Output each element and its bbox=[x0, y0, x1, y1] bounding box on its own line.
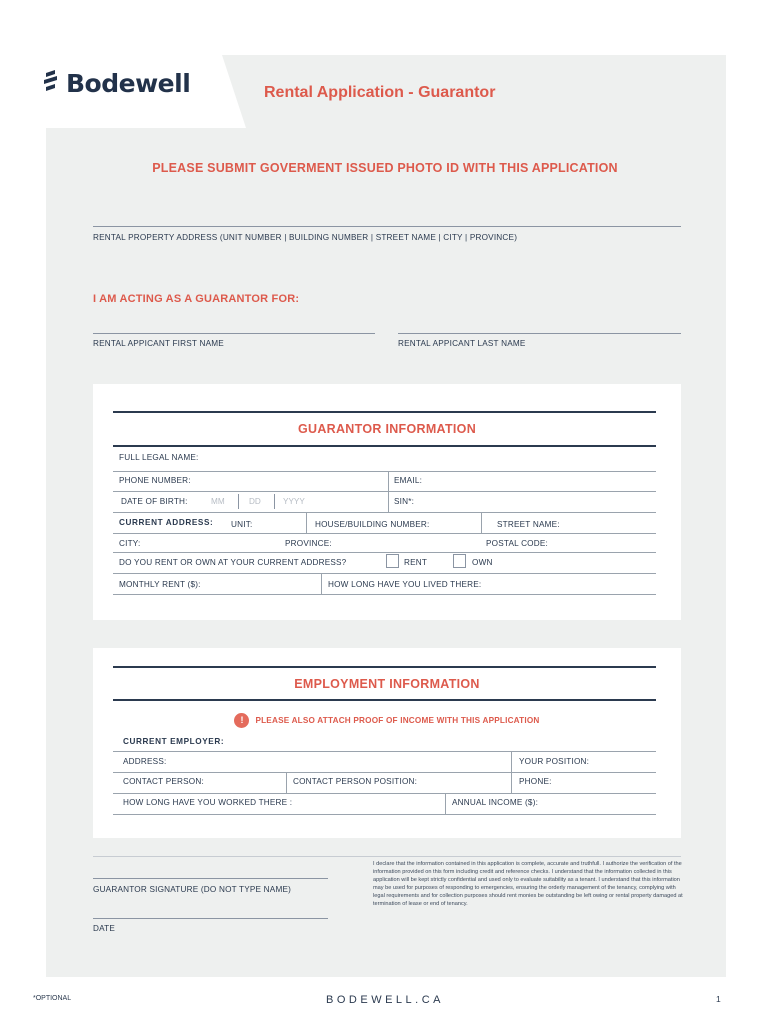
own-checkbox[interactable] bbox=[453, 554, 466, 568]
page-number: 1 bbox=[716, 994, 721, 1004]
city-label: CITY: bbox=[119, 539, 141, 548]
column-divider bbox=[445, 794, 446, 814]
rent-or-own-question: DO YOU RENT OR OWN AT YOUR CURRENT ADDRESS? bbox=[119, 558, 347, 567]
proof-of-income-notice bbox=[93, 713, 681, 728]
current-address-label: CURRENT ADDRESS: bbox=[119, 518, 214, 527]
employer-address-label: ADDRESS: bbox=[123, 757, 167, 766]
city-province-postal-field[interactable] bbox=[113, 552, 656, 553]
how-long-worked-label: HOW LONG HAVE YOU WORKED THERE : bbox=[123, 798, 293, 807]
section-divider bbox=[113, 699, 656, 701]
column-divider bbox=[321, 574, 322, 594]
warning-icon: ! bbox=[234, 713, 249, 728]
employment-information-title: EMPLOYMENT INFORMATION bbox=[294, 677, 480, 691]
house-building-number-label: HOUSE/BUILDING NUMBER: bbox=[315, 520, 430, 529]
dob-day-field[interactable]: DD bbox=[249, 497, 261, 506]
annual-income-label: ANNUAL INCOME ($): bbox=[452, 798, 539, 807]
bodewell-logo-mark-icon bbox=[44, 70, 64, 96]
dob-year-field[interactable]: YYYY bbox=[283, 497, 305, 506]
column-divider bbox=[511, 752, 512, 772]
bodewell-logo bbox=[44, 70, 190, 96]
date-of-birth-label: DATE OF BIRTH: bbox=[121, 497, 188, 506]
dob-sin-field[interactable] bbox=[113, 512, 656, 513]
photo-id-notice: PLEASE SUBMIT GOVERMENT ISSUED PHOTO ID WITH THIS APPLICATION bbox=[152, 161, 618, 175]
column-divider bbox=[306, 513, 307, 533]
document-title: Rental Application - Guarantor bbox=[264, 84, 496, 101]
current-employer-field[interactable] bbox=[113, 751, 656, 752]
signature-date-field[interactable] bbox=[93, 918, 328, 919]
section-divider bbox=[113, 445, 656, 447]
phone-number-label: PHONE NUMBER: bbox=[119, 476, 191, 485]
dob-month-field[interactable]: MM bbox=[211, 497, 225, 506]
section-divider bbox=[113, 666, 656, 668]
proof-of-income-text: PLEASE ALSO ATTACH PROOF OF INCOME WITH THIS APPLICATION bbox=[255, 716, 540, 725]
rent-own-row-line bbox=[113, 573, 656, 574]
monthly-rent-field[interactable] bbox=[113, 594, 656, 595]
full-legal-name-label: FULL LEGAL NAME: bbox=[119, 453, 199, 462]
unit-label: UNIT: bbox=[231, 520, 253, 529]
applicant-first-name-label: RENTAL APPICANT FIRST NAME bbox=[93, 339, 224, 348]
column-divider bbox=[388, 472, 389, 512]
guarantor-signature-label: GUARANTOR SIGNATURE (DO NOT TYPE NAME) bbox=[93, 885, 292, 894]
current-address-field[interactable] bbox=[113, 533, 656, 534]
your-position-label: YOUR POSITION: bbox=[519, 757, 590, 766]
sin-label: SIN*: bbox=[394, 497, 415, 506]
optional-footnote: *OPTIONAL bbox=[33, 995, 72, 1002]
email-label: EMAIL: bbox=[394, 476, 423, 485]
applicant-last-name-label: RENTAL APPICANT LAST NAME bbox=[398, 339, 526, 348]
rent-option-label: RENT bbox=[404, 558, 428, 567]
own-option-label: OWN bbox=[472, 558, 493, 567]
section-divider bbox=[113, 411, 656, 413]
dob-separator bbox=[274, 494, 275, 509]
applicant-first-name-field[interactable] bbox=[93, 333, 375, 334]
monthly-rent-label: MONTHLY RENT ($): bbox=[119, 580, 201, 589]
rent-checkbox[interactable] bbox=[386, 554, 399, 568]
employment-duration-field[interactable] bbox=[113, 814, 656, 815]
phone-email-field[interactable] bbox=[113, 491, 656, 492]
guarantor-information-title: GUARANTOR INFORMATION bbox=[297, 422, 477, 436]
website-link[interactable]: BODEWELL.CA bbox=[326, 994, 444, 1006]
dob-separator bbox=[238, 494, 239, 509]
guarantor-for-heading: I AM ACTING AS A GUARANTOR FOR: bbox=[93, 293, 300, 305]
signature-date-label: DATE bbox=[93, 924, 116, 933]
phone-label: PHONE: bbox=[519, 777, 552, 786]
signature-area-divider bbox=[93, 856, 681, 857]
guarantor-signature-field[interactable] bbox=[93, 878, 328, 879]
declaration-text: I declare that the information contained in this application is complete, accurate and truthfull. I authorize the verification of the information provided on this form including credit and reference checks. I understand that the information collected in this application will be kept strictly confidential and used only to evaluate suitability as a tenant. I understand that this information may be used for purposes of responding to emergencies, ensuring the orderly management of the tenancy, complying with legal requirements and for collection purposes should rent monies be outstanding be left owing or rental property damaged at termination of lease or end of tenancy. bbox=[373, 861, 683, 907]
full-legal-name-field[interactable] bbox=[113, 471, 656, 472]
column-divider bbox=[511, 773, 512, 793]
brand-name: Bodewell bbox=[66, 68, 191, 98]
employer-address-field[interactable] bbox=[113, 772, 656, 773]
column-divider bbox=[286, 773, 287, 793]
applicant-last-name-field[interactable] bbox=[398, 333, 681, 334]
employment-information-card bbox=[93, 648, 681, 838]
guarantor-information-card bbox=[93, 384, 681, 620]
current-employer-label: CURRENT EMPLOYER: bbox=[123, 737, 225, 746]
postal-code-label: POSTAL CODE: bbox=[486, 539, 548, 548]
column-divider bbox=[481, 513, 482, 533]
rental-property-address-label: RENTAL PROPERTY ADDRESS (UNIT NUMBER | BUILDING NUMBER | STREET NAME | CITY | PROVINCE) bbox=[93, 233, 518, 242]
street-name-label: STREET NAME: bbox=[497, 520, 560, 529]
contact-person-position-label: CONTACT PERSON POSITION: bbox=[293, 777, 418, 786]
province-label: PROVINCE: bbox=[285, 539, 332, 548]
contact-person-field[interactable] bbox=[113, 793, 656, 794]
rental-property-address-field[interactable] bbox=[93, 226, 681, 227]
contact-person-label: CONTACT PERSON: bbox=[123, 777, 204, 786]
how-long-lived-label: HOW LONG HAVE YOU LIVED THERE: bbox=[328, 580, 482, 589]
